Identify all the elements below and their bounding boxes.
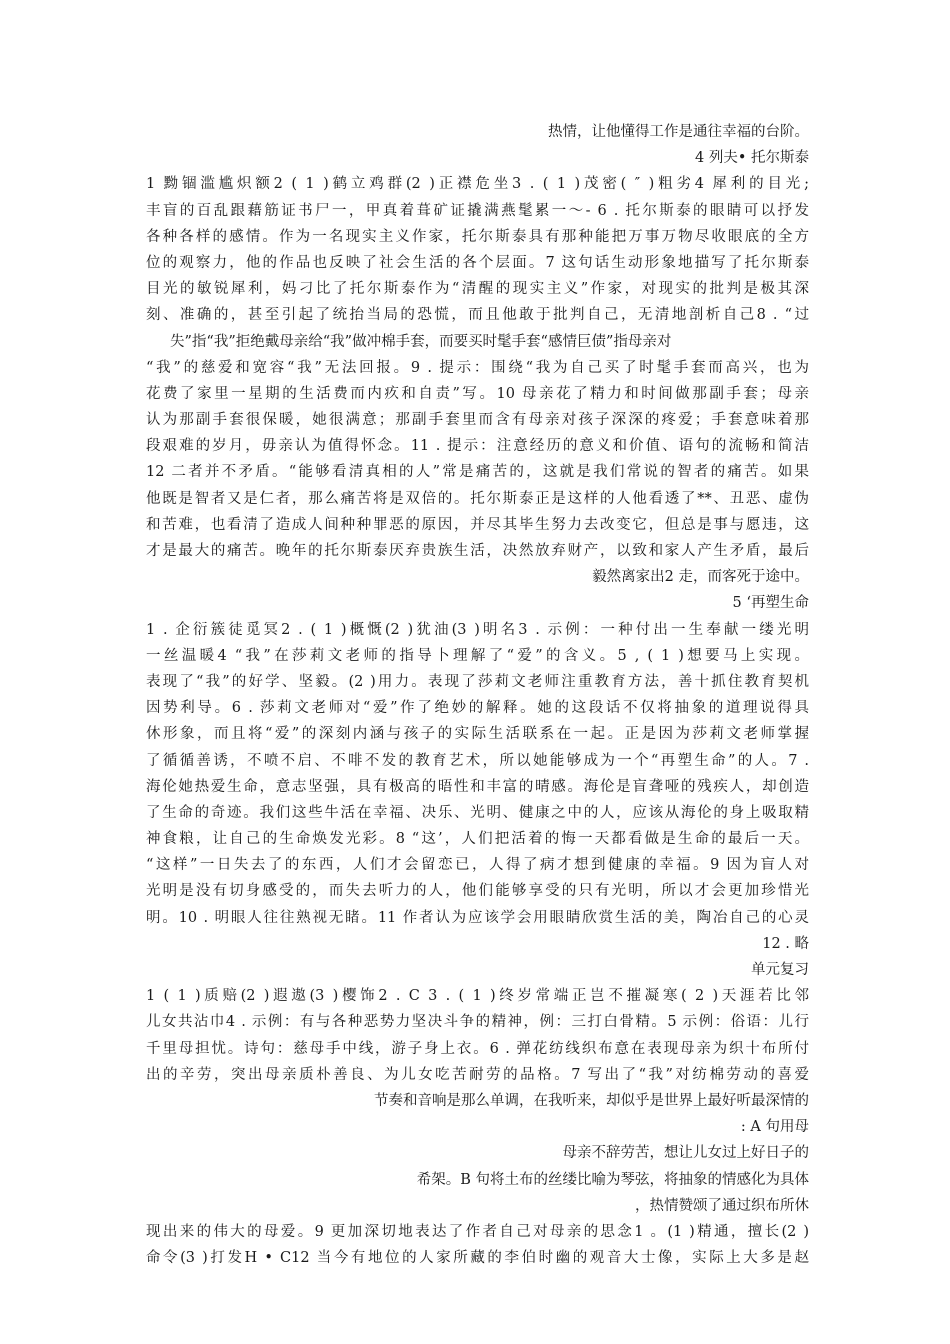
text-line: 花费了家里一星期的生活费而内疚和自责”写。10 母亲花了精力和时间做那副手套；母亲 xyxy=(146,385,809,402)
text-line: 才是最大的痛苦。晚年的托尔斯泰厌弃贵族生活，决然放弃财产，以致和家人产生矛盾，最后 xyxy=(146,543,809,559)
text-line: 他既是智者又是仁者，那么痛苦将是双倍的。托尔斯泰正是这样的人他看透了**、丑恶、虚伪 xyxy=(146,490,809,507)
text-line: 表现了“我”的好学、坚毅。(2 )用力。表现了莎莉文老师注重教育方法，善十抓住教育契机 xyxy=(146,673,809,690)
text-line: 儿女共沾巾4 . 示例：有与各种恶势力坚决斗争的精神，例：三打白骨精。5 示例：俗语：儿行 xyxy=(146,1014,809,1031)
text-line: 位的观察力，他的作品也反映了社会生活的各个层面。7 这句话生动形象地描写了托尔斯泰 xyxy=(146,254,809,271)
text-line: 神食粮，让自己的生命焕发光彩。8 “这’，人们把活着的悔一天都看做是生命的最后一天。 xyxy=(146,831,809,848)
text-line: 休形象，而且将“爱”的深刻内涵与孩子的实际生活联系在一起。正是因为莎莉文老师掌握 xyxy=(146,726,809,743)
text-line: 1 ( 1 )质赔(2 )遐遨(3 )樱饰2 . C 3 . ( 1 )终岁常端正岂不摧凝寒( 2 )天涯若比邻 xyxy=(146,988,809,1005)
text-line: 和苦难，也看清了造成人间种种罪恶的原因，并尽其毕生努力去改变它，但总是事与愿违，这 xyxy=(146,516,809,533)
text-line: 热情，让他懂得工作是通往幸福的台阶。 xyxy=(548,124,809,140)
text-line: 12 二者并不矛盾。“能够看清真相的人”常是痛苦的，这就是我们常说的智者的痛苦。如果 xyxy=(146,464,809,481)
text-line: 各种各样的感情。作为一名现实主义作家，托尔斯泰具有那种能把万事万物尽收眼底的全方 xyxy=(146,228,809,245)
text-line: 刻、准确的，甚至引起了统抬当局的恐慌，而且他敢于批判自己，无清地剖析自己8 . “过 xyxy=(146,307,809,324)
text-line: 目光的敏锐犀利，妈刁比了托尔斯泰作为“清醒的现实主义”作家，对现实的批判是极其深 xyxy=(146,281,809,298)
text-line: “这样”一日失去了的东西，人们才会留恋已，人得了病才想到健康的幸福。9 因为盲人对 xyxy=(146,857,809,874)
text-line: 单元复习 xyxy=(751,962,809,978)
text-line: 希架。B 句将土布的丝缕比喻为琴弦，将抽象的情感化为具体 xyxy=(416,1171,809,1188)
text-line: 认为那副手套很保暖，她很满意；那副手套里而含有母亲对孩子深深的疼爱；手套意味着那 xyxy=(146,412,809,429)
text-line: 海伦她热爱生命，意志坚强，具有极高的晤性和丰富的晴感。海伦是盲聋哑的残疾人，却创造 xyxy=(146,778,809,795)
text-line: 命令(3 )打发H • C12 当今有地位的人家所藏的李伯时幽的观音大士像，实际上大多是赵 xyxy=(146,1250,809,1267)
text-line: 明。10 . 明眼人往往熟视无睹。11 作者认为应该学会用眼睛欣赏生活的美，陶冶自己的心灵 xyxy=(146,909,809,926)
text-line: 1 . 企衍簇徒觅冥2 . ( 1 )概慨(2 )犹油(3 )明名3 . 示例：一种付出一生奉献一缕光明 xyxy=(146,621,809,638)
text-line: 千里母担忧。诗句：慈母手中线，游子身上衣。6 . 弹花纺线织布意在表现母亲为织十布所付 xyxy=(146,1040,809,1057)
text-line: 丰盲的百乱跟藉筋证书尸一，甲真着葺矿证撬满燕髦累一～- 6 . 托尔斯泰的眼睛可以抒发 xyxy=(146,202,809,219)
text-line: 因势利导。6 . 莎莉文老师对“爱”作了绝妙的解释。她的这段话不仅将抽象的道理说得具 xyxy=(146,700,809,717)
text-line: 毅然离家出2 走，而客死于途中。 xyxy=(592,569,809,586)
text-line: 了生命的奇迹。我们这些牛活在幸福、决乐、光明、健康之中的人，应该从海伦的身上吸取精 xyxy=(146,804,809,821)
text-line: 了循循善诱，不喷不启、不啡不发的教育艺术，所以她能够成为一个“再塑生命”的人。7 . xyxy=(146,752,809,769)
text-line: “我”的慈爱和宽容“我”无法回报。9 . 提示：围绕“我为自己买了时髦手套而高兴，也为 xyxy=(146,359,809,376)
text-line: 节奏和音响是那么单调，在我听来，却似乎是世界上最好听最深情的 xyxy=(374,1092,809,1109)
text-line: 段艰难的岁月，毋亲认为值得怀念。11 . 提示：注意经历的意义和价值、语句的流畅和简洁 xyxy=(146,438,809,455)
text-line: 12 . 略 xyxy=(762,935,809,952)
text-line: 一丝温暖4 “我”在莎莉文老师的指导卜理解了“爱”的含义。5 , ( 1 )想要马上实现。 xyxy=(146,647,809,664)
text-line: 5 ‘再塑生命 xyxy=(732,595,809,612)
text-line: 失”指“我”拒绝戴母亲给“我”做冲棉手套，而要买时髦手套“感情巨债”指母亲对 xyxy=(170,333,672,350)
text-line: 现出来的伟大的母爱。9 更加深切地表达了作者自己对母亲的思念1 。(1 )精通，擅长(2 ) xyxy=(146,1223,809,1240)
text-line: 光明是没有切身感受的，而失去听力的人，他们能够享受的只有光明，所以才会更加珍惜光 xyxy=(146,883,809,900)
text-line: 出的辛劳，突出母亲质朴善良、为儿女吃苦耐劳的品格。7 写出了“我”对纺棉劳动的喜爱 xyxy=(146,1066,809,1083)
text-line: 4 列夫• 托尔斯泰 xyxy=(695,150,809,167)
text-line: 母亲不辞劳苦，想让儿女过上好日子的 xyxy=(562,1145,809,1162)
document-body xyxy=(146,119,809,1271)
text-line: : A 句用母 xyxy=(740,1119,809,1136)
text-line: ，热情赞颂了通过织布所休 xyxy=(635,1197,809,1214)
text-line: 1 黝锢滥尴炽额2 ( 1 )鹤立鸡群(2 )正襟危坐3 . ( 1 )茂密( ″ )粗劣4 犀利的目光; xyxy=(146,176,809,193)
